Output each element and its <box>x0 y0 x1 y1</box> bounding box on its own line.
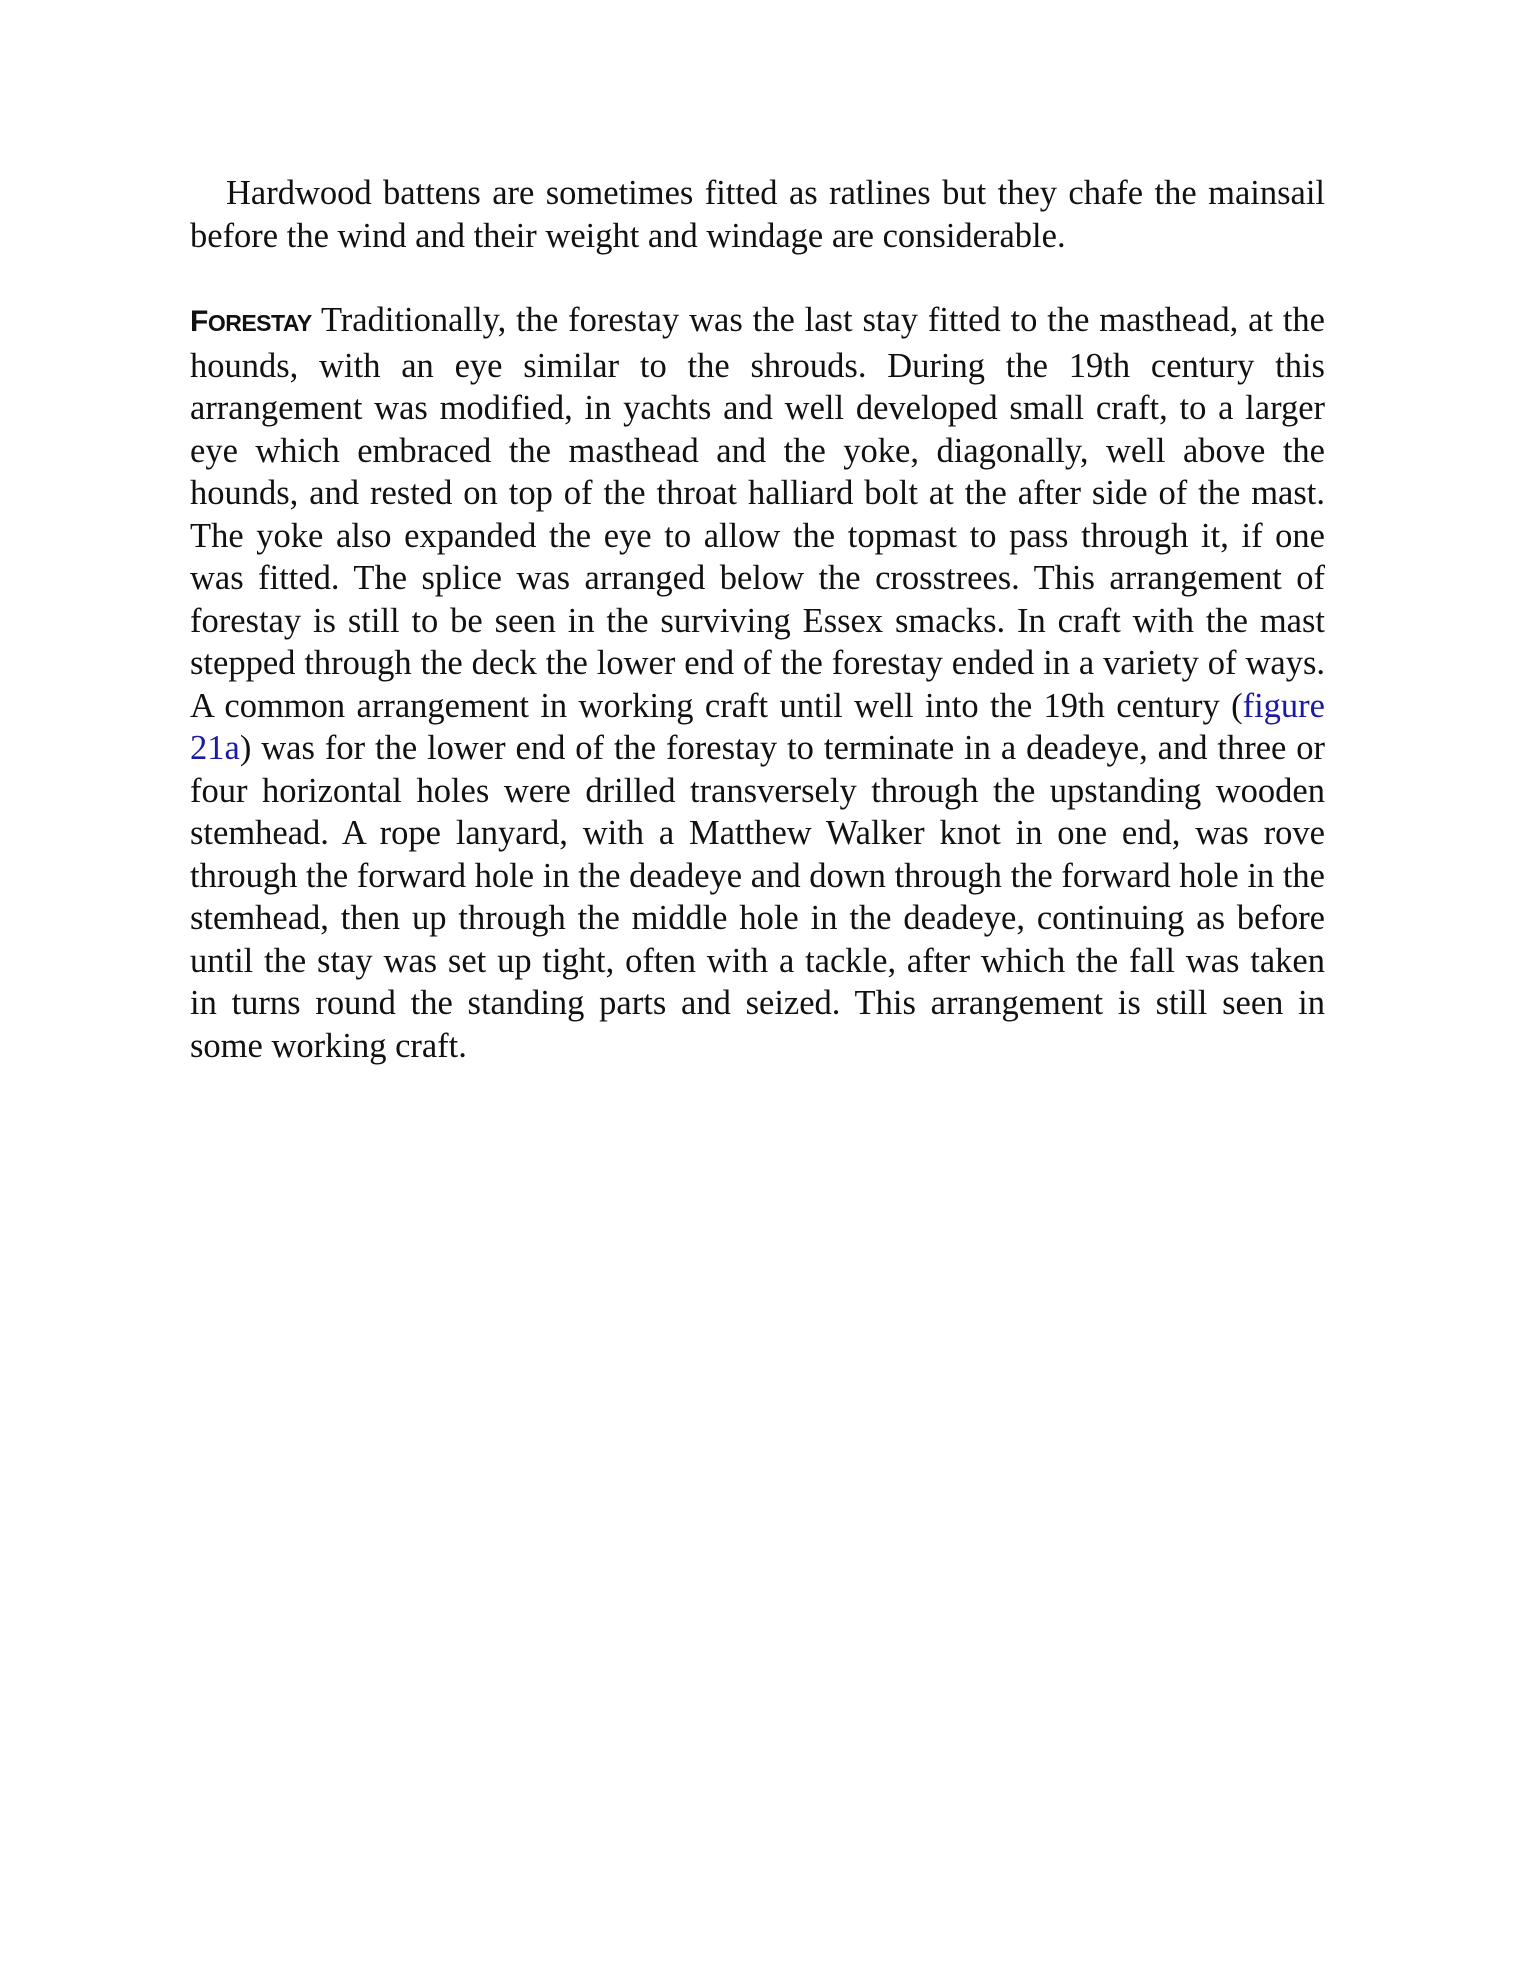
forestay-heading-initial: F <box>190 305 208 338</box>
forestay-text-before-link: Traditionally, the forestay was the last stay fitted to the masthead, at the hounds, with an eye similar to the shrouds. During the 19th century this arrangement was modified, in yachts and well developed small craft, to a larger eye which embraced the masthead and the yoke, diagonally, well above the hounds, and rested on top of the throat halliard bolt at the after side of the mast. The yoke also expanded the eye to allow the topmast to pass through it, if one was fitted. The splice was arranged below the crosstrees. This arrangement of forestay is still to be seen in the surviving Essex smacks. In craft with the mast stepped through the deck the lower end of the forestay ended in a variety of ways. A common arrangement in working craft until well into the 19th century ( <box>190 301 1325 725</box>
figure-21a-link[interactable]: figure 21a <box>190 686 1325 767</box>
forestay-heading-rest: ORESTAY <box>207 310 312 336</box>
paragraph-battens <box>190 172 1325 257</box>
document-body <box>190 172 1325 1067</box>
paragraph-battens-text: Hardwood battens are sometimes fitted as ratlines but they chafe the mainsail before the wind and their weight and windage are considerable. <box>190 174 1325 255</box>
paragraph-forestay <box>190 299 1325 1067</box>
forestay-heading <box>190 305 312 338</box>
forestay-text-after-link: ) was for the lower end of the forestay to terminate in a deadeye, and three or four horizontal holes were drilled transversely through the upstanding wooden stemhead. A rope lanyard, with a Matthew Walker knot in one end, was rove through the forward hole in the deadeye and down through the forward hole in the stemhead, then up through the middle hole in the deadeye, continuing as before until the stay was set up tight, often with a tackle, after which the fall was taken in turns round the standing parts and seized. This arrangement is still seen in some working craft. <box>190 729 1325 1065</box>
